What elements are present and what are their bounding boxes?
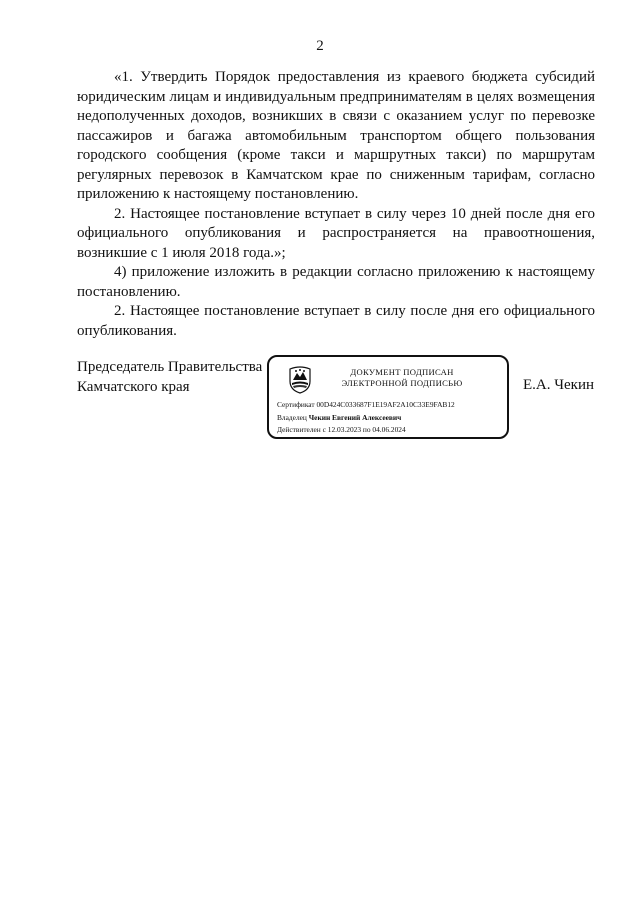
stamp-details — [277, 399, 507, 437]
stamp-valid-to: 04.06.2024 — [372, 425, 406, 434]
stamp-title — [317, 367, 487, 389]
paragraph-1: «1. Утвердить Порядок предоставления из краевого бюджета субсидий юридическим лицам и индивидуальным предпринимателям в целях возмещения недополученных доходов, возникших в связи с оказанием услуг по перевозке пассажиров и багажа автомобильным транспортом общего пользования городского сообщения (кроме такси и маршрутных такси) по маршрутам регулярных перевозок в Камчатском крае по сниженным тарифам, согласно приложению к настоящему постановлению. — [77, 69, 595, 202]
paragraph-2: 2. Настоящее постановление вступает в силу через 10 дней после дня его официального опубликования и распространяется на правоотношения, возникшие с 1 июля 2018 года.»; — [77, 205, 595, 261]
page-number: 2 — [316, 38, 324, 54]
signer-name: Е.А. Чекин — [523, 377, 594, 393]
stamp-certificate-label: Сертификат — [277, 400, 315, 409]
paragraph-3: 4) приложение изложить в редакции согласно приложению к настоящему постановлению. — [77, 264, 595, 300]
stamp-valid-from-prefix: с — [322, 425, 326, 434]
stamp-owner-row — [277, 412, 507, 425]
stamp-owner-label: Владелец — [277, 412, 307, 422]
stamp-certificate-row — [277, 399, 507, 412]
stamp-owner-value: Чекин Евгений Алексеевич — [308, 412, 402, 422]
stamp-title-line-2: ЭЛЕКТРОННОЙ ПОДПИСЬЮ — [341, 378, 463, 388]
document-body — [77, 68, 595, 341]
stamp-validity-row — [277, 424, 507, 437]
signer-position-line-1: Председатель Правительства — [77, 359, 263, 375]
paragraph-4: 2. Настоящее постановление вступает в силу после дня его официального опубликования. — [77, 303, 595, 339]
signer-position — [77, 358, 267, 397]
stamp-valid-label: Действителен — [277, 425, 321, 434]
electronic-signature-stamp — [267, 355, 509, 439]
stamp-valid-from: 12.03.2023 — [327, 425, 362, 434]
stamp-certificate-value: 00D424C033687F1E19AF2A10C33E9FAB12 — [316, 400, 455, 409]
coat-of-arms-icon — [287, 366, 313, 394]
stamp-title-line-1: ДОКУМЕНТ ПОДПИСАН — [350, 367, 454, 377]
stamp-valid-to-prefix: по — [362, 425, 371, 434]
signer-position-line-2: Камчатского края — [77, 378, 190, 395]
